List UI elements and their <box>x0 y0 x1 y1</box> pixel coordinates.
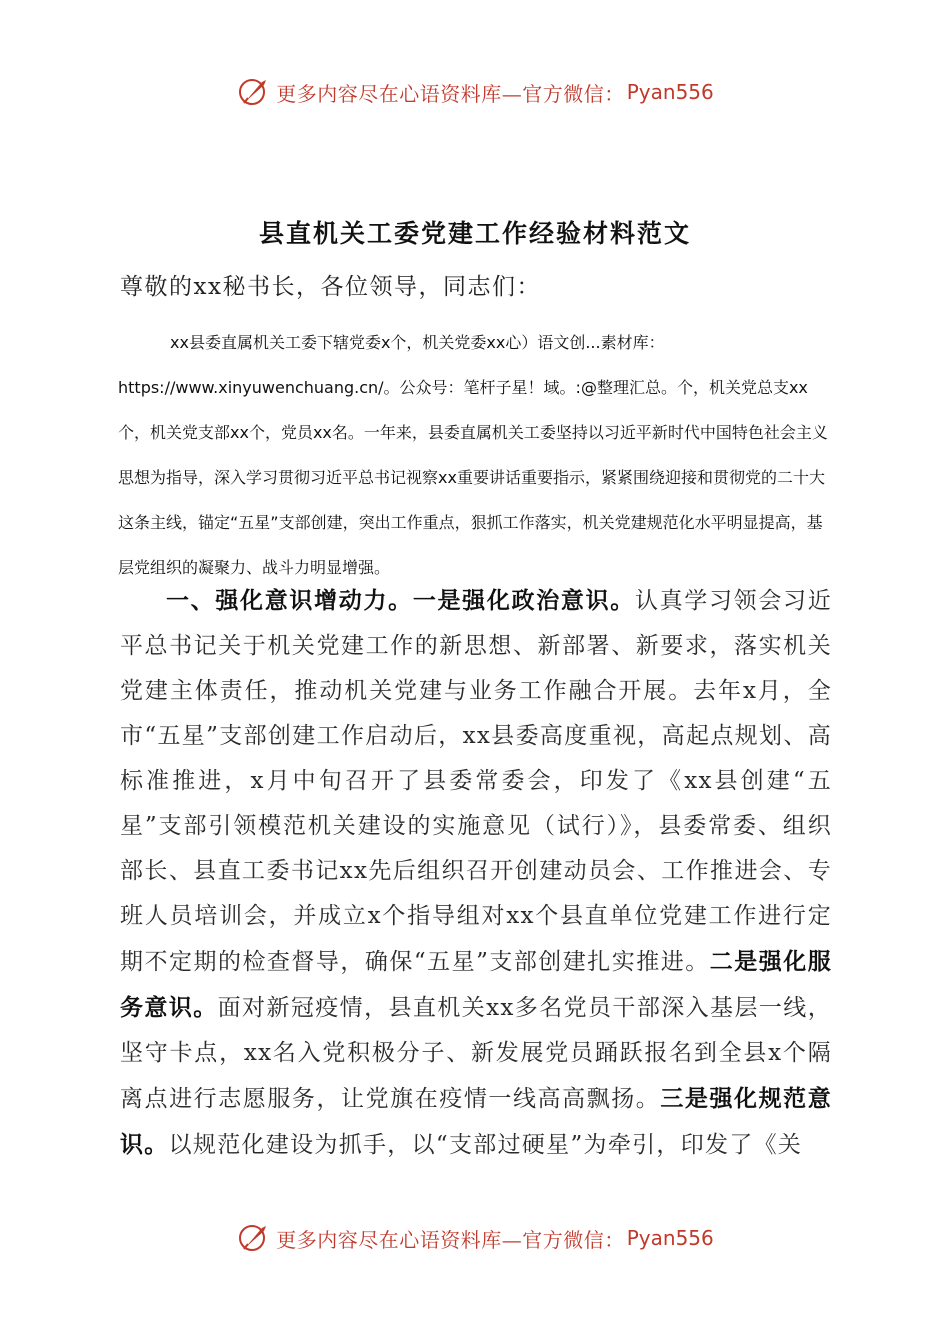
header-banner-handle: Pyan556 <box>626 80 714 104</box>
intro-paragraph: xx县委直属机关工委下辖党委x个，机关党委xx心）语文创...素材库：https://www.xinyuwenchuang.cn/。公众号：笔杆子星！域。:@整理汇总。个，机关党总支xx个，机关党支部xx个，党员xx名。一年来，县委直属机关工委坚持以习近平新时代中国特色社会主义思想为指导，深入学习贯彻习近平总书记视察xx重要讲话重要指示，紧紧围绕迎接和贯彻党的二十大这条主线，锚定“五星”支部创建，突出工作重点，狠抓工作落实，机关党建规范化水平明显提高，基层党组织的凝聚力、战斗力明显增强。 <box>118 333 828 577</box>
footer-banner-text: 更多内容尽在心语资料库—官方微信： <box>276 1227 625 1252</box>
point-1-heading: 一是强化政治意识。 <box>412 587 635 614</box>
section-1-heading: 一、强化意识增动力。 <box>166 587 413 614</box>
point-3-heading: 三是强化规范意识。 <box>120 1085 832 1158</box>
document-title: 县直机关工委党建工作经验材料范文 <box>258 219 691 248</box>
section-1-paragraph <box>120 578 832 1168</box>
salutation: 尊敬的xx秘书长，各位领导，同志们： <box>120 274 541 300</box>
point-3-text: 以规范化建设为抓手，以“支部过硬星”为牵引，印发了《关 <box>168 1132 803 1158</box>
header-banner-text: 更多内容尽在心语资料库—官方微信： <box>276 81 625 106</box>
quill-logo-icon <box>236 1220 272 1256</box>
header-banner <box>0 72 950 112</box>
quill-logo-icon <box>236 74 272 110</box>
footer-banner-handle: Pyan556 <box>626 1226 714 1250</box>
footer-banner <box>0 1218 950 1258</box>
point-2-heading: 二是强化服务意识。 <box>120 948 832 1021</box>
point-1-text: 认真学习领会习近平总书记关于机关党建工作的新思想、新部署、新要求，落实机关党建主体责任，推动机关党建与业务工作融合开展。去年x月，全市“五星”支部创建工作启动后，xx县委高度重视，高起点规划、高标准推进，x月中旬召开了县委常委会，印发了《xx县创建“五星”支部引领模范机关建设的实施意见（试行）》，县委常委、组织部长、县直工委书记xx先后组织召开创建动员会、工作推进会、专班人员培训会，并成立x个指导组对xx个县直单位党建工作进行定期不定期的检查督导，确保“五星”支部创建扎实推进。 <box>120 588 833 975</box>
point-2-text: 面对新冠疫情，县直机关xx多名党员干部深入基层一线，坚守卡点，xx名入党积极分子、新发展党员踊跃报名到全县x个隔离点进行志愿服务，让党旗在疫情一线高高飘扬。 <box>120 995 832 1112</box>
